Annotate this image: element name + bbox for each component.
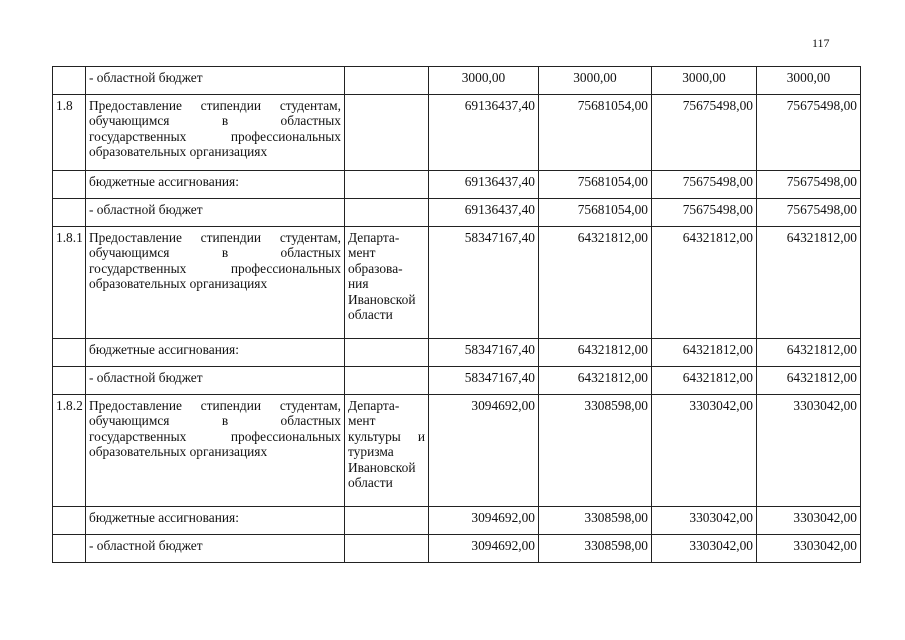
item-number (53, 199, 86, 227)
program-row (53, 95, 861, 171)
responsible-executor-line: ния (348, 276, 369, 292)
amount-year-4: 64321812,00 (757, 227, 861, 339)
amount-year-2: 3308598,00 (539, 507, 652, 535)
responsible-executor (345, 171, 429, 199)
item-number (53, 171, 86, 199)
amount-year-1: 3094692,00 (429, 535, 539, 563)
amount-year-4: 3303042,00 (757, 535, 861, 563)
item-name: Предоставление стипендии студентам, обучающимся в областных государственных профессиональных образовательных организациях (86, 395, 345, 507)
program-row (53, 227, 861, 339)
amount-year-3: 3303042,00 (652, 395, 757, 507)
responsible-executor (345, 507, 429, 535)
amount-year-4: 75675498,00 (757, 95, 861, 171)
amount-year-3: 75675498,00 (652, 171, 757, 199)
amount-year-1: 58347167,40 (429, 339, 539, 367)
budget-sub-row (53, 367, 861, 395)
budget-sub-row (53, 507, 861, 535)
amount-year-4: 64321812,00 (757, 367, 861, 395)
responsible-executor-line: области (348, 307, 393, 323)
amount-year-2: 75681054,00 (539, 171, 652, 199)
item-number (53, 339, 86, 367)
amount-year-2: 3308598,00 (539, 535, 652, 563)
budget-sub-row (53, 535, 861, 563)
responsible-executor (345, 535, 429, 563)
amount-year-1: 58347167,40 (429, 227, 539, 339)
item-name: Предоставление стипендии студентам, обучающимся в областных государственных профессиональных образовательных организациях (86, 95, 345, 171)
amount-year-2: 64321812,00 (539, 339, 652, 367)
responsible-executor-line: области (348, 475, 393, 491)
amount-year-4: 3000,00 (757, 67, 861, 95)
item-number (53, 507, 86, 535)
responsible-executor (345, 199, 429, 227)
responsible-executor-line: мент (348, 245, 376, 261)
amount-year-4: 3303042,00 (757, 507, 861, 535)
amount-year-4: 3303042,00 (757, 395, 861, 507)
amount-year-1: 69136437,40 (429, 95, 539, 171)
responsible-executor (345, 339, 429, 367)
responsible-executor-line: Департа- (348, 230, 400, 245)
amount-year-2: 75681054,00 (539, 199, 652, 227)
item-number (53, 67, 86, 95)
amount-year-3: 3000,00 (652, 67, 757, 95)
responsible-executor-line: Ивановской (348, 291, 416, 307)
budget-sub-row (53, 339, 861, 367)
item-name: бюджетные ассигнования: (86, 339, 345, 367)
amount-year-1: 3094692,00 (429, 507, 539, 535)
item-name: - областной бюджет (86, 199, 345, 227)
item-number: 1.8.2 (53, 395, 86, 507)
responsible-executor-line: мент (348, 413, 376, 429)
amount-year-1: 58347167,40 (429, 367, 539, 395)
responsible-executor (345, 67, 429, 95)
budget-sub-row (53, 199, 861, 227)
item-number (53, 367, 86, 395)
program-row (53, 395, 861, 507)
amount-year-1: 3000,00 (429, 67, 539, 95)
amount-year-3: 3303042,00 (652, 535, 757, 563)
amount-year-1: 69136437,40 (429, 199, 539, 227)
amount-year-3: 75675498,00 (652, 199, 757, 227)
item-number (53, 535, 86, 563)
responsible-executor (345, 367, 429, 395)
budget-sub-row (53, 171, 861, 199)
responsible-executor-line: Ивановской (348, 459, 416, 475)
responsible-executor-line: культуры и (348, 428, 425, 444)
amount-year-1: 3094692,00 (429, 395, 539, 507)
amount-year-1: 69136437,40 (429, 171, 539, 199)
amount-year-3: 3303042,00 (652, 507, 757, 535)
item-name: - областной бюджет (86, 535, 345, 563)
item-number: 1.8.1 (53, 227, 86, 339)
responsible-executor-line: образова- (348, 260, 403, 276)
item-name: Предоставление стипендии студентам, обучающимся в областных государственных профессиональных образовательных организациях (86, 227, 345, 339)
item-name: - областной бюджет (86, 367, 345, 395)
amount-year-2: 3308598,00 (539, 395, 652, 507)
amount-year-2: 3000,00 (539, 67, 652, 95)
responsible-executor-line: туризма (348, 444, 394, 460)
item-number: 1.8 (53, 95, 86, 171)
budget-table-body (53, 67, 861, 563)
responsible-executor-line: Департа- (348, 398, 400, 413)
amount-year-3: 64321812,00 (652, 227, 757, 339)
page-number: 117 (812, 36, 830, 50)
amount-year-4: 75675498,00 (757, 199, 861, 227)
budget-table (52, 66, 861, 563)
responsible-executor (345, 95, 429, 171)
item-name: - областной бюджет (86, 67, 345, 95)
amount-year-3: 64321812,00 (652, 367, 757, 395)
amount-year-3: 75675498,00 (652, 95, 757, 171)
amount-year-3: 64321812,00 (652, 339, 757, 367)
amount-year-2: 64321812,00 (539, 367, 652, 395)
amount-year-2: 64321812,00 (539, 227, 652, 339)
budget-sub-row (53, 67, 861, 95)
amount-year-2: 75681054,00 (539, 95, 652, 171)
responsible-executor (345, 395, 429, 507)
item-name: бюджетные ассигнования: (86, 171, 345, 199)
item-name: бюджетные ассигнования: (86, 507, 345, 535)
amount-year-4: 75675498,00 (757, 171, 861, 199)
amount-year-4: 64321812,00 (757, 339, 861, 367)
responsible-executor (345, 227, 429, 339)
